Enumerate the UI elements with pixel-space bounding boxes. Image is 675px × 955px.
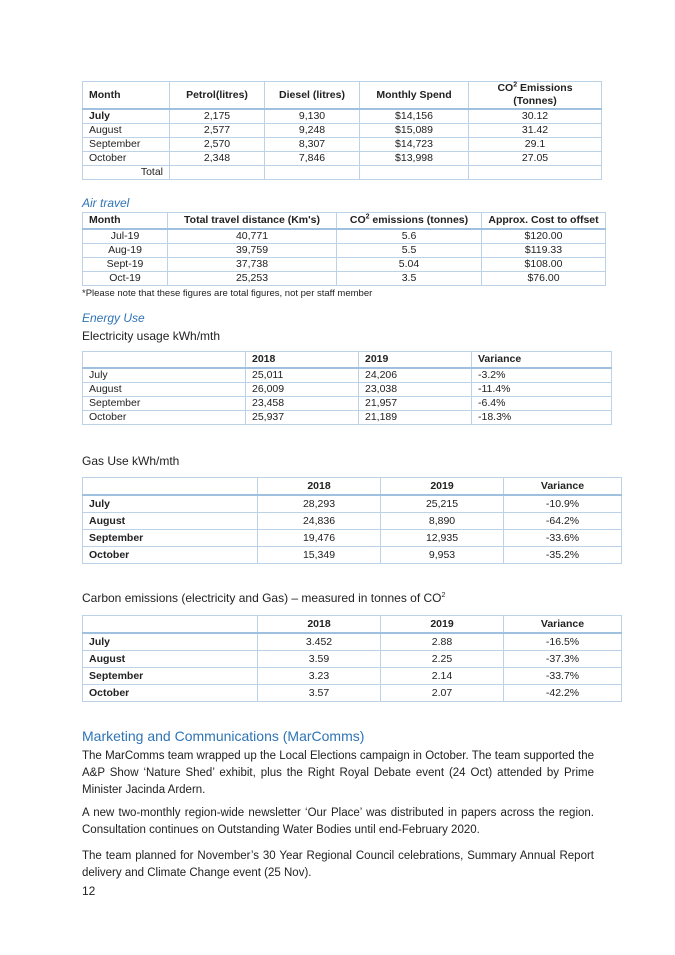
table-cell: October bbox=[83, 411, 246, 425]
table-cell: -18.3% bbox=[472, 411, 612, 425]
table-cell: -64.2% bbox=[504, 513, 622, 530]
table-cell: -33.7% bbox=[504, 668, 622, 685]
page-number: 12 bbox=[82, 884, 96, 898]
air-travel-heading: Air travel bbox=[82, 196, 130, 210]
column-header: Variance bbox=[504, 478, 622, 496]
table-row bbox=[83, 651, 622, 668]
table-cell bbox=[360, 166, 469, 180]
table-cell: 24,206 bbox=[359, 368, 472, 383]
table-cell bbox=[265, 166, 360, 180]
table-header-row bbox=[83, 352, 612, 369]
table-cell: 23,458 bbox=[246, 397, 359, 411]
table-cell: -35.2% bbox=[504, 547, 622, 564]
table-cell: July bbox=[83, 495, 258, 513]
column-header: Month bbox=[83, 82, 170, 110]
table-cell: 8,307 bbox=[265, 138, 360, 152]
column-header: 2019 bbox=[381, 616, 504, 634]
table-cell: 2.07 bbox=[381, 685, 504, 702]
table-cell: 5.5 bbox=[337, 244, 482, 258]
table-row bbox=[83, 138, 602, 152]
table-row bbox=[83, 272, 606, 286]
table-cell: 2.25 bbox=[381, 651, 504, 668]
gas-use-label: Gas Use kWh/mth bbox=[82, 454, 180, 468]
table-row bbox=[83, 685, 622, 702]
table-cell: Aug-19 bbox=[83, 244, 168, 258]
table-header-row bbox=[83, 82, 602, 110]
table-header-row bbox=[83, 478, 622, 496]
column-header bbox=[83, 478, 258, 496]
column-header: Total travel distance (Km's) bbox=[168, 213, 337, 230]
table-cell: August bbox=[83, 513, 258, 530]
table-cell: 5.6 bbox=[337, 229, 482, 244]
table-cell: -16.5% bbox=[504, 633, 622, 651]
table-row bbox=[83, 229, 606, 244]
column-header: Variance bbox=[472, 352, 612, 369]
table-cell: 2.14 bbox=[381, 668, 504, 685]
table-row bbox=[83, 383, 612, 397]
table-cell: $14,723 bbox=[360, 138, 469, 152]
table-cell: -42.2% bbox=[504, 685, 622, 702]
table-cell: 15,349 bbox=[258, 547, 381, 564]
table-row bbox=[83, 633, 622, 651]
table-cell: $14,156 bbox=[360, 109, 469, 124]
column-header: 2018 bbox=[246, 352, 359, 369]
air-travel-table bbox=[82, 212, 606, 286]
table-cell: 31.42 bbox=[469, 124, 602, 138]
table-cell: 2.88 bbox=[381, 633, 504, 651]
table-cell: Sept-19 bbox=[83, 258, 168, 272]
table-cell: 39,759 bbox=[168, 244, 337, 258]
table-cell: October bbox=[83, 685, 258, 702]
table-row bbox=[83, 668, 622, 685]
table-cell: 21,957 bbox=[359, 397, 472, 411]
gas-use-table bbox=[82, 477, 622, 564]
column-header: 2018 bbox=[258, 478, 381, 496]
table-cell: -37.3% bbox=[504, 651, 622, 668]
table-cell: September bbox=[83, 530, 258, 547]
table-cell: 25,215 bbox=[381, 495, 504, 513]
table-cell: 8,890 bbox=[381, 513, 504, 530]
air-travel-note: *Please note that these figures are total figures, not per staff member bbox=[82, 288, 373, 299]
table-cell: Oct-19 bbox=[83, 272, 168, 286]
energy-use-heading: Energy Use bbox=[82, 311, 145, 325]
marcomms-paragraph: A new two-monthly region-wide newsletter ‘Our Place’ was distributed in papers across the region. Consultation continues on Outstanding Water Bodies until end-February 2020. bbox=[82, 807, 594, 836]
table-cell: 2,577 bbox=[170, 124, 265, 138]
table-header-row bbox=[83, 213, 606, 230]
table-cell bbox=[469, 166, 602, 180]
table-row bbox=[83, 513, 622, 530]
table-cell: -6.4% bbox=[472, 397, 612, 411]
table-cell: -10.9% bbox=[504, 495, 622, 513]
table-cell: 9,248 bbox=[265, 124, 360, 138]
table-cell: 9,953 bbox=[381, 547, 504, 564]
table-cell: 5.04 bbox=[337, 258, 482, 272]
table-row bbox=[83, 124, 602, 138]
table-cell: July bbox=[83, 109, 170, 124]
table-cell: -3.2% bbox=[472, 368, 612, 383]
table-cell: 25,253 bbox=[168, 272, 337, 286]
table-cell: $13,998 bbox=[360, 152, 469, 166]
marcomms-paragraph: The team planned for November’s 30 Year Regional Council celebrations, Summary Annual Report delivery and Climate Change event (25 Nov). bbox=[82, 850, 594, 879]
table-cell: September bbox=[83, 138, 170, 152]
table-cell: 25,937 bbox=[246, 411, 359, 425]
column-header: $CO^2$ emissions (tonnes) bbox=[337, 213, 482, 230]
table-cell: August bbox=[83, 124, 170, 138]
table-cell: 23,038 bbox=[359, 383, 472, 397]
column-header: Variance bbox=[504, 616, 622, 634]
table-cell: 3.57 bbox=[258, 685, 381, 702]
table-cell: -11.4% bbox=[472, 383, 612, 397]
table-cell: 2,175 bbox=[170, 109, 265, 124]
table-cell: 25,011 bbox=[246, 368, 359, 383]
carbon-emissions-label: Carbon emissions (electricity and Gas) – measured in tonnes of $CO^2$ bbox=[82, 591, 446, 605]
table-cell: Jul-19 bbox=[83, 229, 168, 244]
table-cell: 21,189 bbox=[359, 411, 472, 425]
table-cell: 24,836 bbox=[258, 513, 381, 530]
column-header: Month bbox=[83, 213, 168, 230]
column-header: 2019 bbox=[359, 352, 472, 369]
table-cell: $15,089 bbox=[360, 124, 469, 138]
table-cell: July bbox=[83, 368, 246, 383]
carbon-emissions-table bbox=[82, 615, 622, 702]
column-header bbox=[83, 616, 258, 634]
column-header: Approx. Cost to offset bbox=[482, 213, 606, 230]
fuel-usage-table bbox=[82, 81, 602, 180]
table-cell: 2,570 bbox=[170, 138, 265, 152]
table-cell: August bbox=[83, 383, 246, 397]
table-cell bbox=[170, 166, 265, 180]
electricity-table bbox=[82, 351, 612, 425]
table-cell: September bbox=[83, 668, 258, 685]
table-row bbox=[83, 411, 612, 425]
table-cell: 3.59 bbox=[258, 651, 381, 668]
table-row bbox=[83, 152, 602, 166]
table-cell: September bbox=[83, 397, 246, 411]
table-cell: 7,846 bbox=[265, 152, 360, 166]
table-cell: October bbox=[83, 547, 258, 564]
table-total-row bbox=[83, 166, 602, 180]
electricity-label: Electricity usage kWh/mth bbox=[82, 329, 221, 343]
column-header: 2018 bbox=[258, 616, 381, 634]
table-cell: 27.05 bbox=[469, 152, 602, 166]
table-cell: 29.1 bbox=[469, 138, 602, 152]
table-cell: 28,293 bbox=[258, 495, 381, 513]
table-cell: $120.00 bbox=[482, 229, 606, 244]
total-label: Total bbox=[83, 166, 170, 180]
table-cell: 3.452 bbox=[258, 633, 381, 651]
column-header: 2019 bbox=[381, 478, 504, 496]
table-row bbox=[83, 244, 606, 258]
table-cell: $108.00 bbox=[482, 258, 606, 272]
table-row bbox=[83, 258, 606, 272]
table-cell: August bbox=[83, 651, 258, 668]
table-cell: -33.6% bbox=[504, 530, 622, 547]
column-header: Monthly Spend bbox=[360, 82, 469, 110]
table-cell: 26,009 bbox=[246, 383, 359, 397]
table-row bbox=[83, 368, 612, 383]
table-cell: 37,738 bbox=[168, 258, 337, 272]
table-row bbox=[83, 530, 622, 547]
table-cell: $119.33 bbox=[482, 244, 606, 258]
table-cell: 12,935 bbox=[381, 530, 504, 547]
column-header: $CO^2$ Emissions (Tonnes) bbox=[469, 82, 602, 110]
table-cell: October bbox=[83, 152, 170, 166]
column-header: Petrol(litres) bbox=[170, 82, 265, 110]
table-cell: 3.23 bbox=[258, 668, 381, 685]
table-row bbox=[83, 109, 602, 124]
table-row bbox=[83, 397, 612, 411]
table-cell: 2,348 bbox=[170, 152, 265, 166]
marcomms-paragraph: The MarComms team wrapped up the Local Elections campaign in October. The team supported the A&P Show ‘Nature Shed’ exhibit, plus the Right Royal Debate event (24 Oct) attended by Prime Minister Jacinda Ardern. bbox=[82, 750, 594, 796]
table-cell: 30.12 bbox=[469, 109, 602, 124]
table-cell: July bbox=[83, 633, 258, 651]
table-cell: 9,130 bbox=[265, 109, 360, 124]
marcomms-heading: Marketing and Communications (MarComms) bbox=[82, 728, 365, 744]
table-cell: 19,476 bbox=[258, 530, 381, 547]
table-cell: $76.00 bbox=[482, 272, 606, 286]
table-cell: 40,771 bbox=[168, 229, 337, 244]
table-cell: 3.5 bbox=[337, 272, 482, 286]
table-header-row bbox=[83, 616, 622, 634]
table-row bbox=[83, 547, 622, 564]
column-header: Diesel (litres) bbox=[265, 82, 360, 110]
table-row bbox=[83, 495, 622, 513]
column-header bbox=[83, 352, 246, 369]
